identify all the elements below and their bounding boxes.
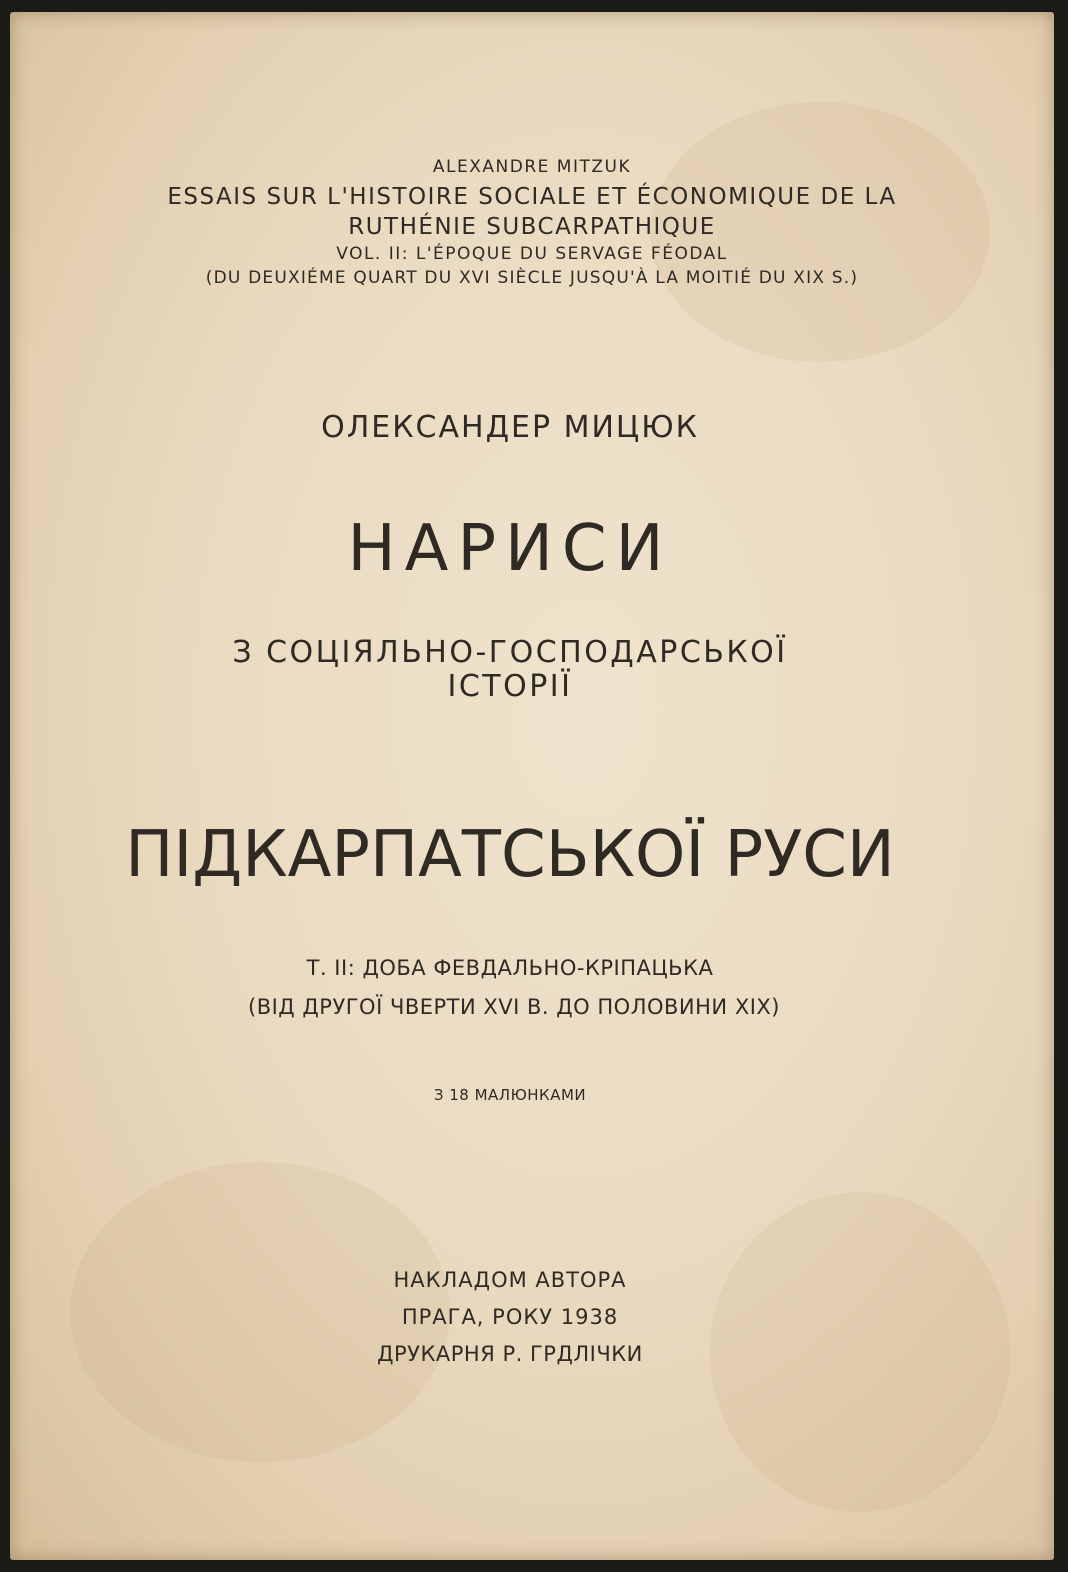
ukrainian-region-title: ПІДКАРПАТСЬКОЇ РУСИ [125, 818, 895, 892]
ukrainian-subtitle-line2: ІСТОРІЇ [447, 669, 573, 704]
ukrainian-illustrations-note: З 18 МАЛЮНКАМИ [433, 1086, 587, 1104]
ukrainian-title: НАРИСИ [347, 512, 673, 586]
french-title-line1: ESSAIS SUR L'HISTOIRE SOCIALE ET ÉCONOMIQUE DE LA [167, 184, 897, 210]
french-period: (DU DEUXIÉME QUART DU XVI SIÈCLE JUSQU'À LA MOITIÉ DU XIX S.) [205, 268, 859, 288]
ukrainian-author: ОЛЕКСАНДЕР МИЦЮК [321, 410, 699, 445]
publisher-line: НАКЛАДОМ АВТОРА [393, 1268, 627, 1292]
ukrainian-volume: Т. II: ДОБА ФЕВДАЛЬНО-КРІПАЦЬКА [306, 956, 714, 980]
place-year-line: ПРАГА, РОКУ 1938 [401, 1305, 619, 1329]
printer-line: ДРУКАРНЯ Р. ГРДЛІЧКИ [377, 1342, 643, 1366]
ukrainian-subtitle-line1: З СОЦІЯЛЬНО-ГОСПОДАРСЬКОЇ [232, 635, 788, 670]
ukrainian-period: (ВІД ДРУГОЇ ЧВЕРТИ XVI В. ДО ПОЛОВИНИ XIX) [248, 995, 780, 1019]
french-volume: VOL. II: L'ÉPOQUE DU SERVAGE FÉODAL [336, 244, 728, 264]
french-author: ALEXANDRE MITZUK [432, 157, 632, 177]
french-title-line2: RUTHÉNIE SUBCARPATHIQUE [348, 214, 716, 240]
book-cover [10, 12, 1054, 1560]
